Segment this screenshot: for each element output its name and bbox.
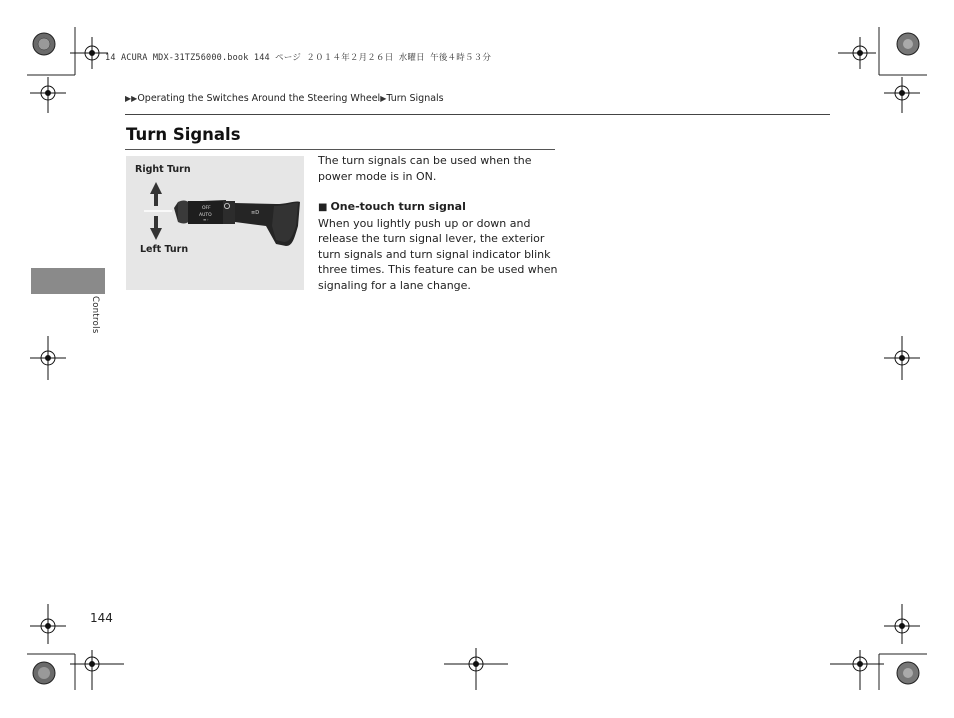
breadcrumb-separator-icon: ▶ — [380, 94, 387, 103]
right-turn-label: Right Turn — [135, 164, 191, 175]
breadcrumb-current: Turn Signals — [386, 93, 444, 104]
chapter-tab-label: Controls — [90, 296, 100, 334]
square-bullet-icon: ■ — [318, 202, 328, 213]
printer-slug: 14 ACURA MDX-31TZ56000.book 144 ページ ２０１４年２月２６日 水曜日 午後４時５３分 — [105, 53, 492, 63]
lever-off-text: OFF — [202, 206, 211, 211]
turn-signal-lever-illustration — [126, 156, 304, 290]
up-down-arrow-icon — [144, 182, 172, 240]
turn-signal-figure — [126, 156, 304, 290]
one-touch-paragraph: When you lightly push up or down and release the turn signal lever, the exterior turn signals and turn signal indicator blink three times. This feature can be used when signaling for a lane change. — [318, 216, 558, 292]
breadcrumb-section[interactable]: Operating the Switches Around the Steering Wheel — [137, 93, 381, 104]
page-title: Turn Signals — [126, 125, 241, 144]
intro-paragraph: The turn signals can be used when the power mode is in ON. — [318, 154, 532, 183]
page-number: 144 — [90, 611, 113, 625]
title-rule — [125, 149, 555, 150]
subheading-text: One-touch turn signal — [330, 200, 466, 213]
breadcrumb-arrow-icon: ▶▶ — [125, 94, 138, 103]
svg-text:≡D: ≡D — [251, 210, 260, 216]
body-text — [318, 153, 558, 308]
subheading — [318, 199, 558, 216]
breadcrumb — [125, 93, 444, 104]
left-turn-label: Left Turn — [140, 244, 189, 255]
header-rule — [125, 114, 830, 115]
chapter-tab[interactable] — [31, 268, 105, 294]
lever-auto-text: AUTO — [199, 213, 212, 218]
svg-text:≡◦: ≡◦ — [203, 217, 209, 222]
